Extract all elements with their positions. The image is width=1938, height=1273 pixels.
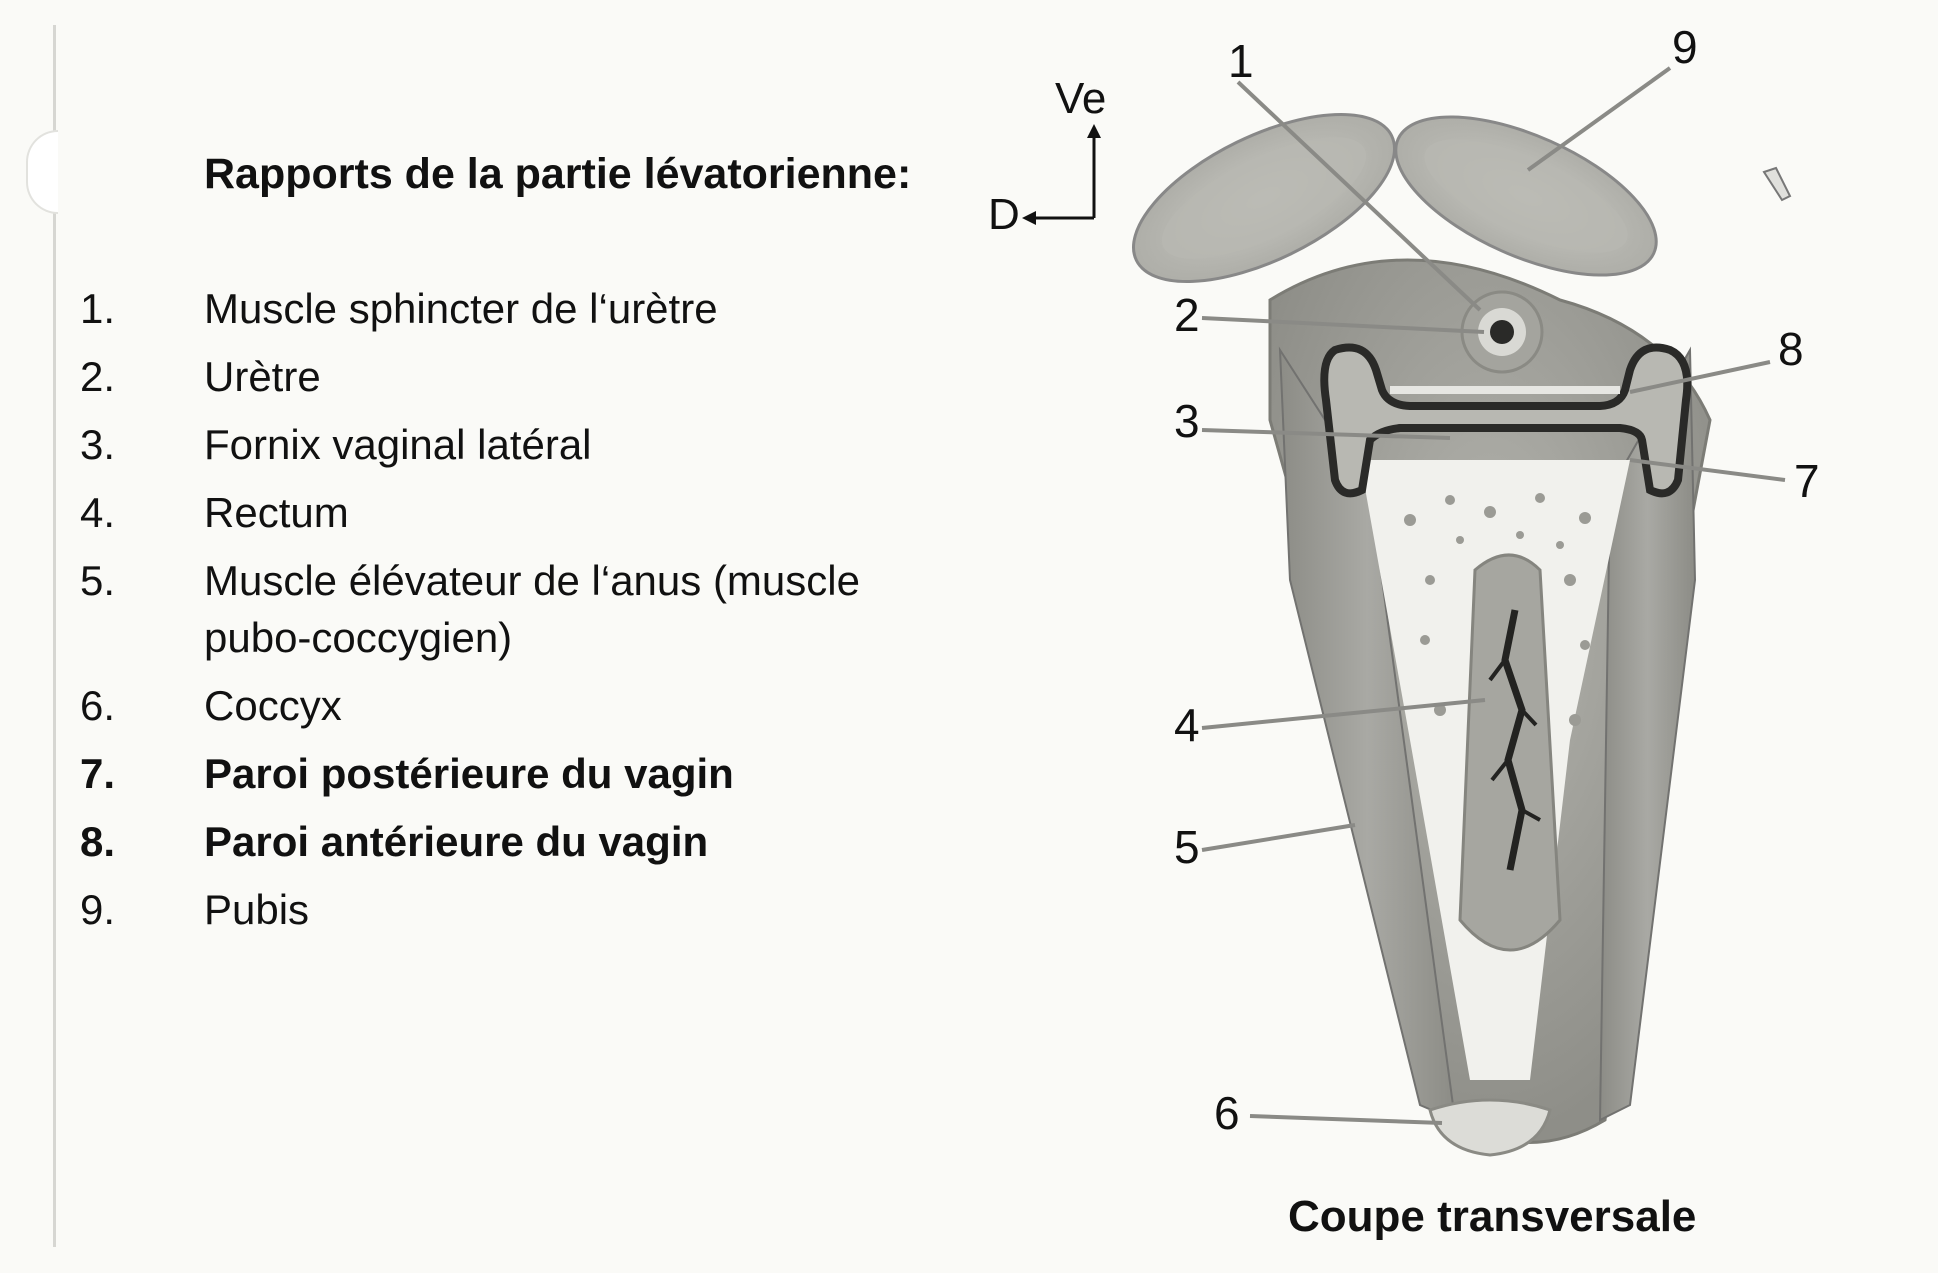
orientation-compass	[980, 70, 1130, 240]
transverse-section-diagram	[1130, 20, 1930, 1220]
legend-label: Coccyx	[204, 682, 342, 729]
coccyx	[1430, 1100, 1550, 1155]
legend-item	[80, 813, 980, 870]
legend-number: 5.	[80, 557, 116, 604]
legend-number: 4.	[80, 489, 116, 536]
legend-item	[80, 881, 980, 938]
pelvic-floor-section-drawing	[1130, 20, 1930, 1220]
orientation-ventral-label: Ve	[1055, 74, 1107, 123]
diagram-caption: Coupe transversale	[1288, 1192, 1697, 1241]
callout-2: 2	[1174, 289, 1200, 341]
callout-4: 4	[1174, 699, 1200, 751]
legend-item	[80, 348, 980, 405]
callout-9: 9	[1672, 21, 1698, 73]
legend-number: 9.	[80, 886, 116, 933]
legend-item	[80, 416, 980, 473]
legend-label: Fornix vaginal latéral	[204, 421, 592, 468]
callout-6: 6	[1214, 1087, 1240, 1139]
side-tab-notch	[26, 130, 58, 214]
legend-label: Muscle sphincter de l‘urètre	[204, 285, 718, 332]
legend-item	[80, 552, 980, 666]
orientation-dexter-label: D	[988, 190, 1020, 239]
legend-label: Muscle élévateur de l‘anus (muscle pubo-coccygien)	[204, 557, 860, 661]
legend-number: 3.	[80, 421, 116, 468]
callout-1: 1	[1228, 35, 1254, 87]
diagram-heading: Rapports de la partie lévatorienne:	[204, 150, 912, 198]
callout-7: 7	[1794, 455, 1820, 507]
pencil-icon	[1764, 168, 1790, 200]
legend-label: Urètre	[204, 353, 321, 400]
legend-number: 8.	[80, 818, 116, 865]
legend-label: Paroi postérieure du vagin	[204, 750, 734, 797]
legend-number: 6.	[80, 682, 116, 729]
callout-5: 5	[1174, 821, 1200, 873]
legend-label: Paroi antérieure du vagin	[204, 818, 709, 865]
legend-item	[80, 484, 980, 541]
legend-item	[80, 745, 980, 802]
callout-8: 8	[1778, 323, 1804, 375]
legend-label: Pubis	[204, 886, 310, 933]
callout-3: 3	[1174, 395, 1200, 447]
legend-list	[80, 280, 980, 949]
legend-label: Rectum	[204, 489, 349, 536]
legend-number: 1.	[80, 285, 116, 332]
legend-number: 7.	[80, 750, 116, 797]
legend-item	[80, 677, 980, 734]
legend-number: 2.	[80, 353, 116, 400]
legend-item	[80, 280, 980, 337]
